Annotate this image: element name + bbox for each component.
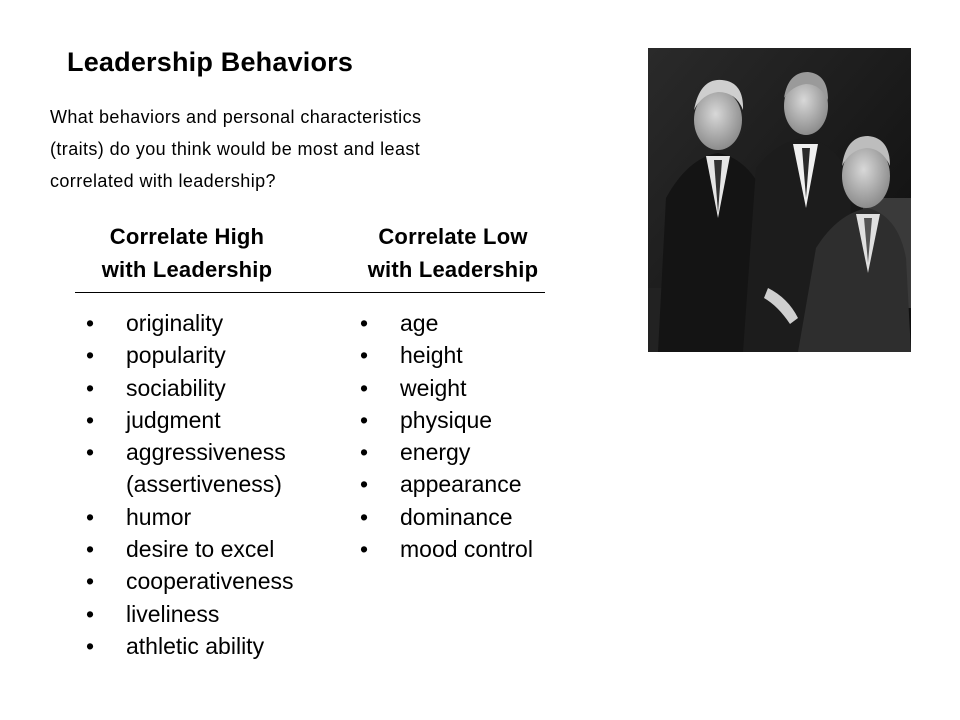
trait-item: • judgment bbox=[86, 404, 294, 436]
trait-item-line: aggressiveness bbox=[126, 439, 286, 466]
photo-three-men-in-suits-icon bbox=[648, 48, 911, 352]
heading-line: with Leadership bbox=[101, 257, 273, 282]
trait-item: • age bbox=[360, 307, 533, 339]
trait-item: • physique bbox=[360, 404, 533, 436]
trait-item: • cooperativeness bbox=[86, 565, 294, 597]
intro-line: (traits) do you think would be most and least bbox=[50, 139, 421, 159]
heading-line: Correlate High bbox=[109, 224, 265, 249]
low-correlation-list bbox=[360, 307, 533, 565]
leaders-photo bbox=[648, 48, 911, 352]
trait-item: • weight bbox=[360, 372, 533, 404]
trait-item: • humor bbox=[86, 501, 294, 533]
heading-line: Correlate Low bbox=[378, 224, 528, 249]
trait-item: • height bbox=[360, 339, 533, 371]
trait-item: • mood control bbox=[360, 533, 533, 565]
trait-item: • originality bbox=[86, 307, 294, 339]
slide-title: Leadership Behaviors bbox=[67, 47, 354, 77]
trait-item: • athletic ability bbox=[86, 630, 294, 662]
trait-item bbox=[86, 436, 294, 501]
trait-item: • desire to excel bbox=[86, 533, 294, 565]
low-correlation-heading bbox=[338, 220, 568, 286]
trait-item: • energy bbox=[360, 436, 533, 468]
heading-line: with Leadership bbox=[367, 257, 539, 282]
intro-question bbox=[50, 101, 540, 197]
trait-item: • appearance bbox=[360, 468, 533, 500]
intro-line: What behaviors and personal characteristics bbox=[50, 107, 422, 127]
intro-line: correlated with leadership? bbox=[50, 171, 276, 191]
trait-item-line: (assertiveness) bbox=[126, 471, 282, 498]
high-correlation-list bbox=[86, 307, 294, 662]
trait-item: • sociability bbox=[86, 372, 294, 404]
high-correlation-heading bbox=[72, 220, 302, 286]
trait-item: • popularity bbox=[86, 339, 294, 371]
trait-item: • liveliness bbox=[86, 598, 294, 630]
trait-item: • dominance bbox=[360, 501, 533, 533]
heading-divider bbox=[75, 292, 545, 293]
